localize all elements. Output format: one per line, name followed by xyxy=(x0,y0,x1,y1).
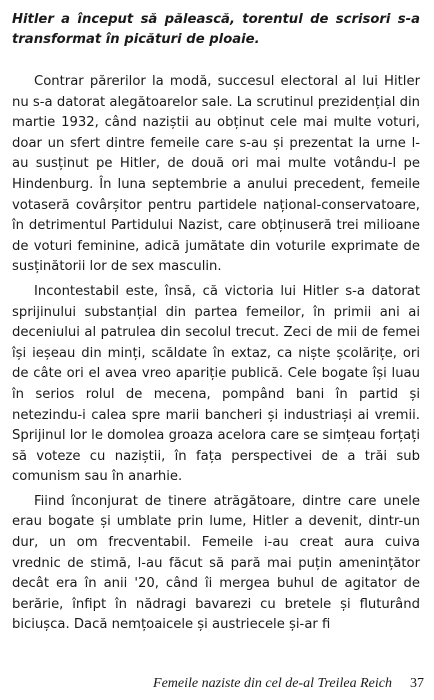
paragraph-3: Fiind înconjurat de tinere atrăgătoare, dintre care unele erau bogate și umblate prin lume, Hitler a devenit, dintr-un dur, un om frecventabil. Femeile i-au creat aura cuiva vrednic de stimă, l-au făcut să pară mai puțin amenințător decât era în anii '20, când îi mergea buhul de agitator de berărie, înfipt în nădragi bavarezi cu bretele și fluturând biciușca. Dacă nemțoaicele și austriecele și-ar fi xyxy=(12,493,420,633)
book-page xyxy=(12,10,420,640)
page-number: 37 xyxy=(410,676,424,691)
paragraph-1: Contrar părerilor la modă, succesul electoral al lui Hitler nu s-a datorat alegătoarelor sale. La scrutinul prezidențial din martie 1932, când naziștii au obținut cele mai multe voturi, doar un sfert dintre femeile care s-au și prezentat la urne l-au susținut pe Hitler, de două ori mai multe votându-l pe Hindenburg. În luna septembrie a anului precedent, femeile votaseră covârșitor pentru partidele național-conservatoare, în detrimentul Partidului Nazist, care obținuseră trei milioane de voturi feminine, adică jumătate din voturile exprimate de susținătorii lor de sex masculin. xyxy=(12,74,420,275)
lead-sentence: Hitler a început să pălească, torentul de scrisori s-a transformat în picături de ploaie. xyxy=(12,12,420,47)
page-footer xyxy=(0,676,434,692)
paragraph-2: Incontestabil este, însă, că victoria lui Hitler s-a datorat sprijinului substanțial din partea femeilor, în primii ani ai deceniului al patrulea din secolul trecut. Zeci de mii de femei își ieșeau din minți, scăldate în extaz, ca niște școlărițe, ori de câte ori el avea vreo apariție publică. Cele bogate își luau în serios rolul de mecena, pompând bani în partid și netezindu-i calea spre marii bancheri și industriași ai vremii. Sprijinul lor le domolea groaza acelora care se simțeau forțați să voteze cu naziștii, în fața perspectivei de a trăi sub comunism sau în anarhie. xyxy=(12,283,420,485)
running-title: Femeile naziste din cel de-al Treilea Reich xyxy=(153,676,392,691)
